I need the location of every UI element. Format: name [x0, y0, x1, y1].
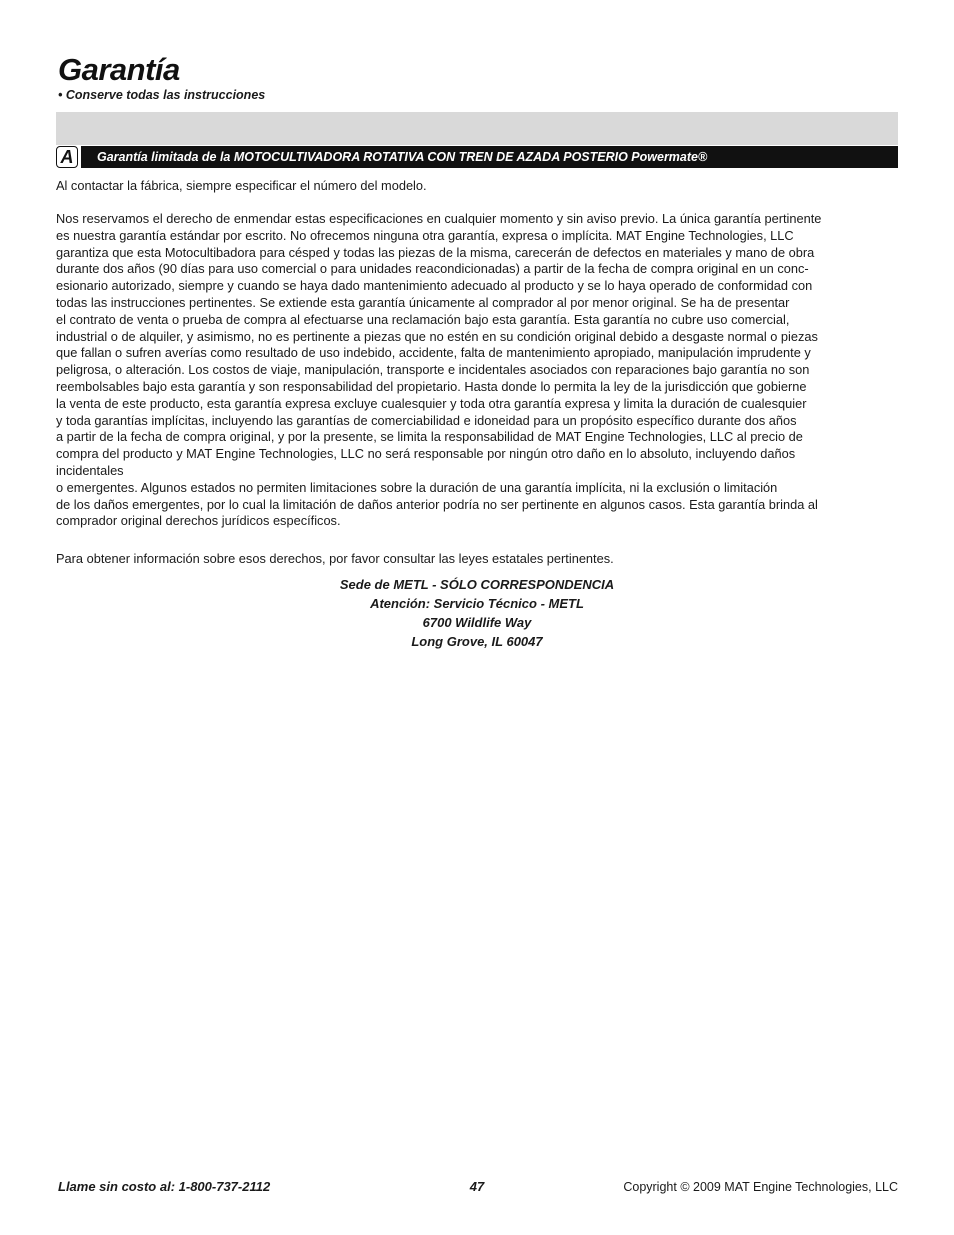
warranty-line: reembolsables bajo esta garantía y son responsabilidad del propietario. Hasta donde lo permita la ley de la jurisdicción que gobierne	[56, 378, 807, 394]
warranty-line: garantiza que esta Motocultibadora para césped y todas las piezas de la misma, carecerán de defectos en materiales y mano de obra	[56, 244, 815, 260]
warranty-line: la venta de este producto, esta garantía expresa excluye cualesquier y toda otra garantía expresa y limita la duración de cualesquier	[56, 395, 807, 411]
address-line-1: Sede de METL - SÓLO CORRESPONDENCIA	[339, 577, 615, 592]
warranty-line: es nuestra garantía estándar por escrito. No ofrecemos ninguna otra garantía, expresa o implícita. MAT Engine Technologies, LLC	[56, 227, 794, 243]
warranty-line: durante dos años (90 días para uso comercial o para unidades reacondicionadas) a partir de la fecha de compra original en un conc-	[56, 261, 809, 277]
intro-paragraph: Al contactar la fábrica, siempre especificar el número del modelo.	[56, 178, 427, 193]
warranty-line: o emergentes. Algunos estados no permiten limitaciones sobre la duración de una garantía implícita, ni la exclusión o limitación	[56, 479, 778, 495]
warranty-line: industrial o de alquiler, y asimismo, no es pertinente a piezas que no estén en su condición original debido a desgaste normal o piezas	[56, 328, 818, 344]
section-heading: Garantía limitada de la MOTOCULTIVADORA ROTATIVA CON TREN DE AZADA POSTERIO Powermate®	[81, 146, 898, 168]
warranty-line: que fallan o sufren averías como resultado de uso indebido, accidente, falta de mantenimiento apropiado, manipulación imprudente y	[56, 345, 811, 361]
warranty-line: peligrosa, o alteración. Los costos de viaje, manipulación, transporte e incidentales asociados con reparaciones bajo garantía no son	[56, 362, 810, 378]
page-title: Garantía	[58, 52, 180, 87]
warranty-line: y toda garantías implícitas, incluyendo las garantías de comerciabilidad e idoneidad para un propósito específico durante dos años	[56, 412, 797, 428]
address-line-3: 6700 Wildlife Way	[422, 615, 532, 630]
warranty-line: a partir de la fecha de compra original, y por la presente, se limita la responsabilidad de MAT Engine Technologies, LLC al precio de	[56, 429, 803, 445]
warranty-paragraph	[56, 211, 898, 530]
section-header	[56, 146, 898, 168]
warranty-line: Nos reservamos el derecho de enmendar estas especificaciones en cualquier momento y sin aviso previo. La única garantía pertinente	[56, 211, 822, 226]
warranty-line: todas las instrucciones pertinentes. Se extiende esta garantía únicamente al comprador al por menor original. Se ha de presentar	[56, 294, 790, 310]
page-number: 47	[469, 1179, 485, 1194]
warranty-line: incidentales	[56, 462, 124, 478]
footer-phone: Llame sin costo al: 1-800-737-2112	[58, 1179, 271, 1194]
warranty-line: compra del producto y MAT Engine Technologies, LLC no será responsable por ningún otro daño en lo absoluto, incluyendo daños	[56, 446, 796, 462]
rights-note: Para obtener información sobre esos derechos, por favor consultar las leyes estatales pertinentes.	[56, 551, 614, 566]
mailing-address	[0, 575, 954, 651]
warranty-line: de los daños emergentes, por lo cual la limitación de daños anterior podría no ser pertinente en algunos casos. Esta garantía brinda al	[56, 496, 818, 512]
footer-copyright: Copyright © 2009 MAT Engine Technologies, LLC	[623, 1180, 898, 1194]
header-gray-band	[56, 112, 898, 145]
warranty-line: el contrato de venta o prueba de compra al efectuarse una reclamación bajo esta garantía. Esta garantía no cubre uso comercial,	[56, 311, 790, 327]
warranty-line: comprador original derechos jurídicos específicos.	[56, 513, 341, 529]
address-line-4: Long Grove, IL 60047	[411, 634, 543, 649]
address-line-2: Atención: Servicio Técnico - METL	[370, 596, 584, 611]
section-letter-badge: A	[56, 146, 78, 168]
subtitle: • Conserve todas las instrucciones	[58, 88, 266, 102]
warranty-line: esionario autorizado, siempre y cuando se haya dado mantenimiento adecuado al producto y se lo haya operado de conformidad con	[56, 278, 813, 294]
